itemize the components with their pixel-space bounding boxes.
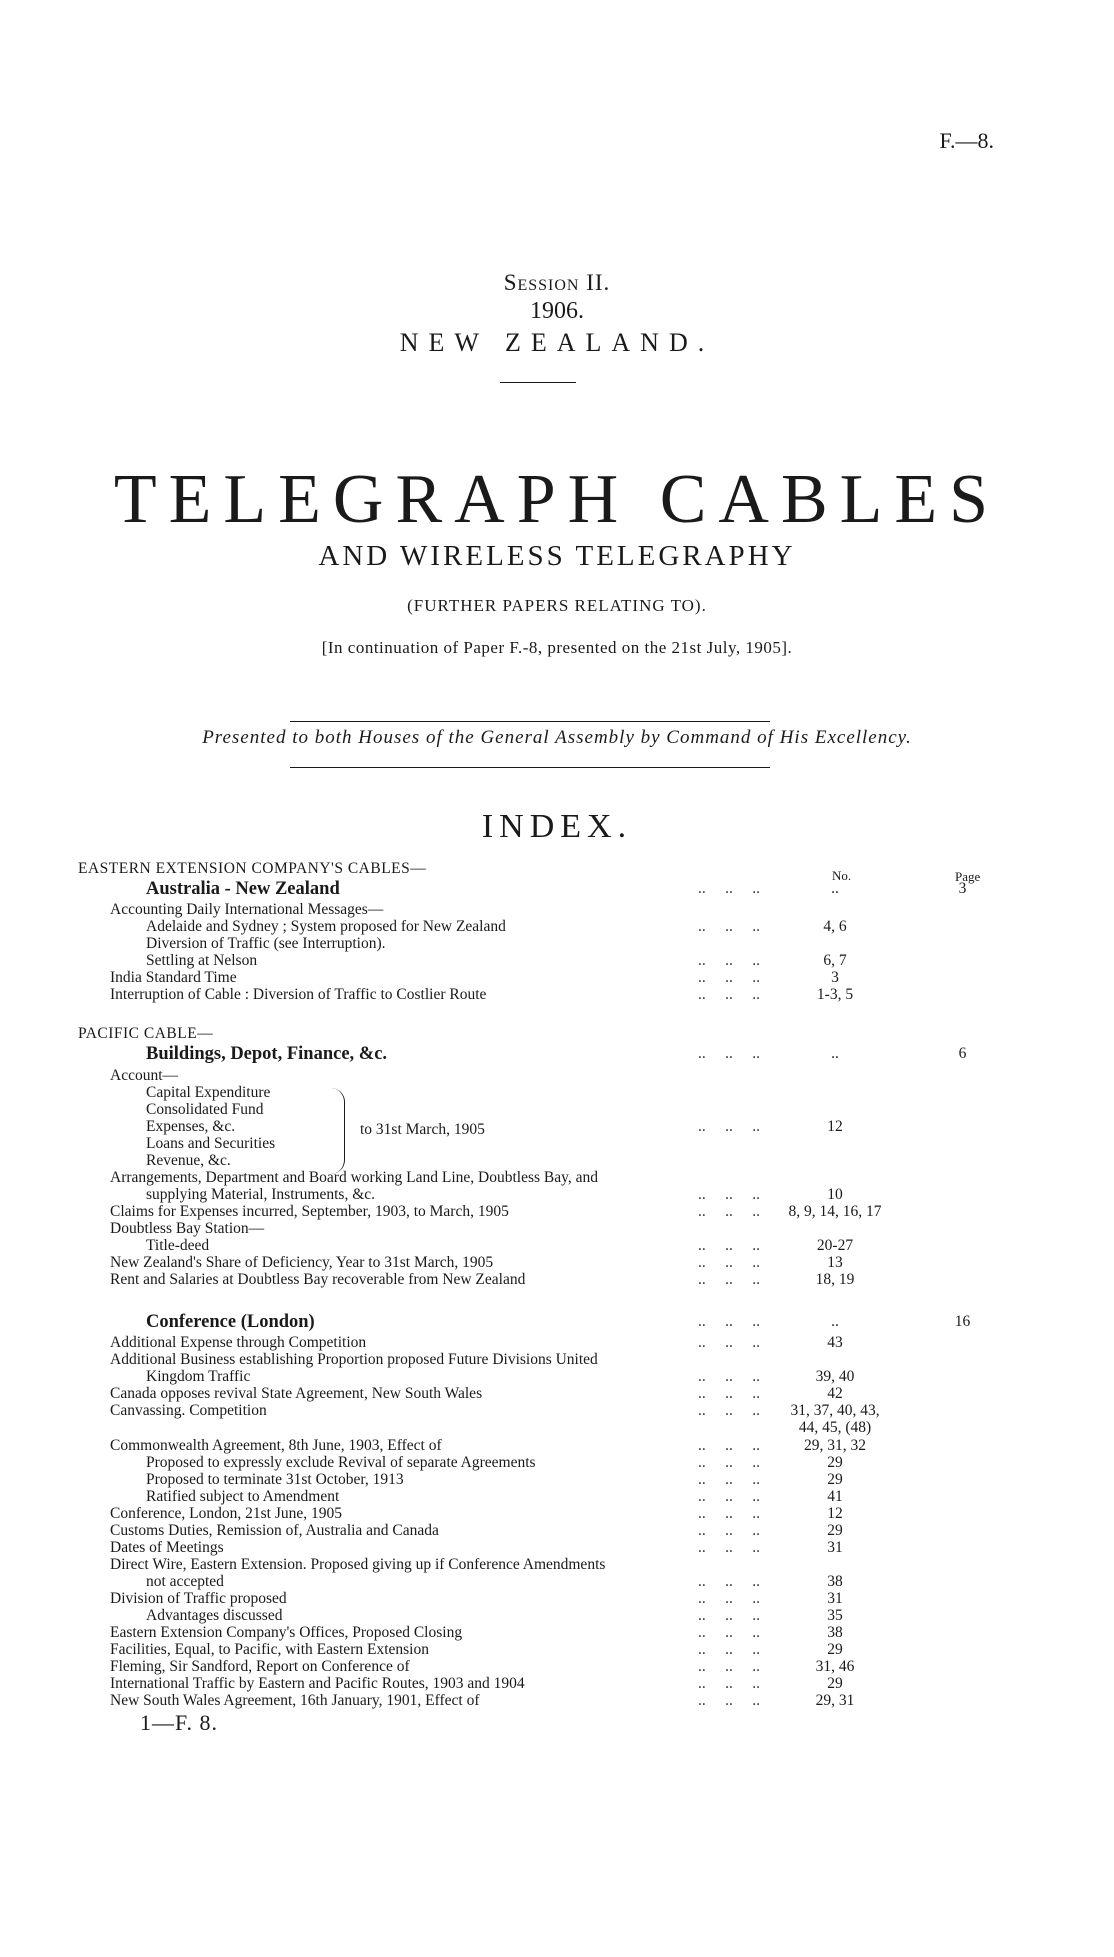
dot-leader: .. .. ..	[698, 1313, 760, 1331]
index-title: INDEX.	[481, 808, 633, 845]
dot-leader: .. .. ..	[698, 1237, 760, 1254]
dot-leader: .. .. ..	[698, 1368, 760, 1386]
index-entry-page: 16	[954, 1313, 971, 1331]
index-entry-label: Ratified subject to Amendment	[146, 1487, 340, 1505]
index-entry-number: 31	[827, 1538, 843, 1556]
dot-leader: .. .. ..	[698, 1607, 760, 1624]
dot-leader: .. .. ..	[698, 1504, 760, 1522]
further-papers-note: (FURTHER PAPERS RELATING TO).	[407, 596, 707, 615]
index-entry	[0, 1607, 1114, 1625]
index-entry	[0, 1152, 1114, 1170]
index-heading	[0, 1313, 1114, 1331]
index-heading	[0, 1045, 1114, 1063]
index-section	[0, 1025, 1114, 1043]
index-entry	[0, 986, 1114, 1004]
index-entry-number: 29	[827, 1521, 843, 1539]
index-section	[0, 860, 1114, 878]
index-entry-number: 12	[827, 1117, 843, 1135]
index-entry-number: 3	[831, 969, 839, 987]
index-entry-label: Title-deed	[146, 1237, 210, 1254]
index-entry-label: Proposed to terminate 31st October, 1913	[146, 1470, 404, 1488]
dot-leader: .. .. ..	[698, 918, 760, 936]
index-entry	[0, 1237, 1114, 1255]
index-entry	[0, 1351, 1114, 1369]
index-entry-label: Conference, London, 21st June, 1905	[110, 1504, 343, 1522]
dot-leader: .. .. ..	[698, 1202, 760, 1220]
index-entry-label: Rent and Salaries at Doubtless Bay recoverable from New Zealand	[110, 1271, 526, 1289]
header-rule	[500, 382, 576, 383]
index-entry-number: 12	[827, 1504, 843, 1522]
index-entry	[0, 952, 1114, 970]
index-entry-number: 35	[827, 1607, 843, 1624]
index-entry-label: Loans and Securities	[146, 1134, 276, 1152]
index-entry-label: Buildings, Depot, Finance, &c.	[146, 1044, 388, 1065]
index-heading	[0, 880, 1114, 898]
index-entry-label: Division of Traffic proposed	[110, 1589, 287, 1607]
index-entry-number: 29, 31, 32	[804, 1436, 866, 1454]
index-entry-label: Dates of Meetings	[110, 1538, 224, 1556]
index-entry	[0, 1454, 1114, 1472]
index-entry	[0, 1471, 1114, 1489]
index-entry-label: Diversion of Traffic (see Interruption).	[146, 935, 386, 953]
index-entry-label: Additional Business establishing Proportion proposed Future Divisions United	[110, 1351, 598, 1369]
index-entry-label: Advantages discussed	[146, 1607, 283, 1624]
document-title: TELEGRAPH CABLES	[113, 461, 1001, 538]
dot-leader: .. .. ..	[698, 1624, 760, 1642]
index-entry-number: 29	[827, 1675, 843, 1693]
continuation-note: [In continuation of Paper F.-8, presented on the 21st July, 1905].	[321, 638, 793, 657]
index-entry	[0, 1641, 1114, 1659]
index-entry-number: 43	[827, 1334, 843, 1352]
index-entry-label: Account—	[110, 1066, 179, 1084]
index-entry-number: 44, 45, (48)	[798, 1419, 872, 1437]
index-entry-label: India Standard Time	[110, 969, 237, 987]
dot-leader: .. .. ..	[698, 1117, 760, 1135]
account-brace-label: to 31st March, 1905	[360, 1121, 485, 1138]
index-entry	[0, 1368, 1114, 1386]
index-entry-label: Claims for Expenses incurred, September, 1903, to March, 1905	[110, 1202, 509, 1220]
dot-leader: .. .. ..	[698, 986, 760, 1004]
session-label: Session II.	[503, 270, 611, 295]
index-entry-number: 29, 31	[815, 1692, 855, 1710]
index-entry	[0, 1505, 1114, 1523]
index-entry	[0, 1556, 1114, 1574]
index-entry	[0, 969, 1114, 987]
index-entry-label: Canada opposes revival State Agreement, New South Wales	[110, 1385, 483, 1403]
index-entry-label: Direct Wire, Eastern Extension. Proposed giving up if Conference Amendments	[110, 1555, 606, 1573]
index-entry	[0, 1203, 1114, 1221]
index-entry	[0, 1402, 1114, 1420]
dot-leader: .. .. ..	[698, 1402, 760, 1420]
index-entry-label: Australia - New Zealand	[146, 879, 340, 900]
index-entry	[0, 1101, 1114, 1119]
index-entry-number: 29	[827, 1453, 843, 1471]
dot-leader: .. .. ..	[698, 1045, 760, 1063]
index-entry-label: EASTERN EXTENSION COMPANY'S CABLES—	[78, 860, 427, 877]
index-entry-label: Facilities, Equal, to Pacific, with Eastern Extension	[110, 1641, 429, 1659]
index-entry	[0, 1437, 1114, 1455]
index-entry-label: Accounting Daily International Messages—	[110, 901, 384, 919]
dot-leader: .. .. ..	[698, 1436, 760, 1454]
index-entry-label: Kingdom Traffic	[146, 1368, 251, 1386]
index-entry-label: Additional Expense through Competition	[110, 1334, 367, 1352]
dot-leader: .. .. ..	[698, 1538, 760, 1556]
index-entry-number: 38	[827, 1624, 843, 1642]
index-entry-number: 42	[827, 1385, 843, 1403]
index-entry-number: 13	[827, 1254, 843, 1272]
column-header-no: No.	[832, 868, 852, 883]
index-entry-number: 31, 37, 40, 43,	[790, 1402, 880, 1420]
index-entry-number: 1-3, 5	[816, 986, 854, 1004]
dot-leader: .. .. ..	[698, 1641, 760, 1659]
index-entry-number: 31	[827, 1589, 843, 1607]
index-entry-number: ..	[831, 1313, 839, 1331]
index-entry-number: 29	[827, 1470, 843, 1488]
index-entry	[0, 1675, 1114, 1693]
dot-leader: .. .. ..	[698, 1589, 760, 1607]
index-entry-label: supplying Material, Instruments, &c.	[146, 1185, 376, 1203]
index-entry	[0, 1590, 1114, 1608]
dot-leader: .. .. ..	[698, 1572, 760, 1590]
index-entry	[0, 935, 1114, 953]
index-entry-label: Interruption of Cable : Diversion of Traffic to Costlier Route	[110, 986, 487, 1004]
index-entry	[0, 1169, 1114, 1187]
index-entry	[0, 1488, 1114, 1506]
dot-leader: .. .. ..	[698, 952, 760, 970]
index-entry	[0, 1522, 1114, 1540]
index-entry-number: 29	[827, 1641, 843, 1659]
index-entry-label: Settling at Nelson	[146, 952, 258, 970]
index-entry-number: 38	[827, 1572, 843, 1590]
index-entry-label: Consolidated Fund	[146, 1100, 264, 1118]
index-entry	[0, 1084, 1114, 1102]
index-entry-number: 4, 6	[823, 918, 847, 936]
index-entry-label: International Traffic by Eastern and Pacific Routes, 1903 and 1904	[110, 1675, 525, 1693]
dot-leader: .. .. ..	[698, 1453, 760, 1471]
index-entry-page: 6	[958, 1045, 967, 1063]
dot-leader: .. .. ..	[698, 1521, 760, 1539]
index-entry	[0, 1334, 1114, 1352]
presented-rule-bottom	[290, 767, 770, 768]
account-brace	[330, 1088, 345, 1174]
index-entry-number: 39, 40	[815, 1368, 855, 1386]
index-entry-label: Canvassing. Competition	[110, 1402, 267, 1420]
dot-leader: .. .. ..	[698, 1254, 760, 1272]
index-entry-label: Adelaide and Sydney ; System proposed for New Zealand	[146, 918, 506, 936]
index-entry-page: 3	[958, 880, 967, 898]
dot-leader: .. .. ..	[698, 969, 760, 987]
index-entry	[0, 1539, 1114, 1557]
index-entry	[0, 1220, 1114, 1238]
dot-leader: .. .. ..	[698, 1271, 760, 1289]
index-entry	[0, 1385, 1114, 1403]
index-entry-label: Proposed to expressly exclude Revival of separate Agreements	[146, 1453, 536, 1471]
index-entry-label: Expenses, &c.	[146, 1117, 236, 1135]
footer-reference: 1—F. 8.	[140, 1710, 218, 1735]
index-entry-label: Doubtless Bay Station—	[110, 1219, 265, 1237]
index-entry	[0, 901, 1114, 919]
index-entry	[0, 1692, 1114, 1710]
index-entry	[0, 1624, 1114, 1642]
index-entry	[0, 1271, 1114, 1289]
index-entry-label: Capital Expenditure	[146, 1083, 271, 1101]
index-entry-number: ..	[831, 1045, 839, 1063]
presented-rule-top	[290, 721, 770, 722]
index-entry-label: PACIFIC CABLE—	[78, 1025, 214, 1043]
index-entry	[0, 1118, 1114, 1136]
index-entry	[0, 1135, 1114, 1153]
index-entry-number: 8, 9, 14, 16, 17	[788, 1202, 882, 1220]
year-label: 1906.	[530, 298, 584, 324]
index-entry-label: Fleming, Sir Sandford, Report on Conference of	[110, 1658, 410, 1676]
index-entry-label: Customs Duties, Remission of, Australia and Canada	[110, 1521, 439, 1539]
index-entry-number: 6, 7	[823, 952, 847, 970]
index-entry-label: Arrangements, Department and Board working Land Line, Doubtless Bay, and	[110, 1168, 598, 1186]
dot-leader: .. .. ..	[698, 1334, 760, 1352]
dot-leader: .. .. ..	[698, 1385, 760, 1403]
index-entry	[0, 1186, 1114, 1204]
index-entry-label: New South Wales Agreement, 16th January, 1901, Effect of	[110, 1692, 480, 1710]
dot-leader: .. .. ..	[698, 1692, 760, 1710]
index-entry-label: Eastern Extension Company's Offices, Proposed Closing	[110, 1624, 463, 1642]
index-entry-number: ..	[831, 880, 839, 898]
index-entry-number: 31, 46	[815, 1658, 855, 1676]
index-entry	[0, 1573, 1114, 1591]
index-entry	[0, 1254, 1114, 1272]
index-entry-number: 18, 19	[815, 1271, 855, 1289]
index-entry-number: 20-27	[816, 1237, 854, 1254]
dot-leader: .. .. ..	[698, 1658, 760, 1676]
country-label: NEW ZEALAND.	[399, 328, 715, 357]
index-entry-number: 41	[827, 1487, 843, 1505]
dot-leader: .. .. ..	[698, 1470, 760, 1488]
dot-leader: .. .. ..	[698, 880, 760, 898]
dot-leader: .. .. ..	[698, 1675, 760, 1693]
index-entry-label: Commonwealth Agreement, 8th June, 1903, Effect of	[110, 1436, 442, 1454]
presented-statement: Presented to both Houses of the General Assembly by Command of His Excellency.	[202, 727, 912, 748]
index-entry	[0, 1419, 1114, 1437]
index-entry-label: New Zealand's Share of Deficiency, Year to 31st March, 1905	[110, 1254, 494, 1272]
document-subtitle: AND WIRELESS TELEGRAPHY	[318, 540, 796, 572]
index-entry-number: 10	[827, 1185, 843, 1203]
index-entry-label: not accepted	[146, 1572, 224, 1590]
index-entry	[0, 1658, 1114, 1676]
index-entry-label: Revenue, &c.	[146, 1151, 231, 1169]
page-reference: F.—8.	[939, 128, 994, 153]
index-entry	[0, 918, 1114, 936]
index-entry-label: Conference (London)	[146, 1312, 315, 1333]
index-entry	[0, 1067, 1114, 1085]
dot-leader: .. .. ..	[698, 1185, 760, 1203]
dot-leader: .. .. ..	[698, 1487, 760, 1505]
column-header-page: Page	[955, 869, 981, 884]
